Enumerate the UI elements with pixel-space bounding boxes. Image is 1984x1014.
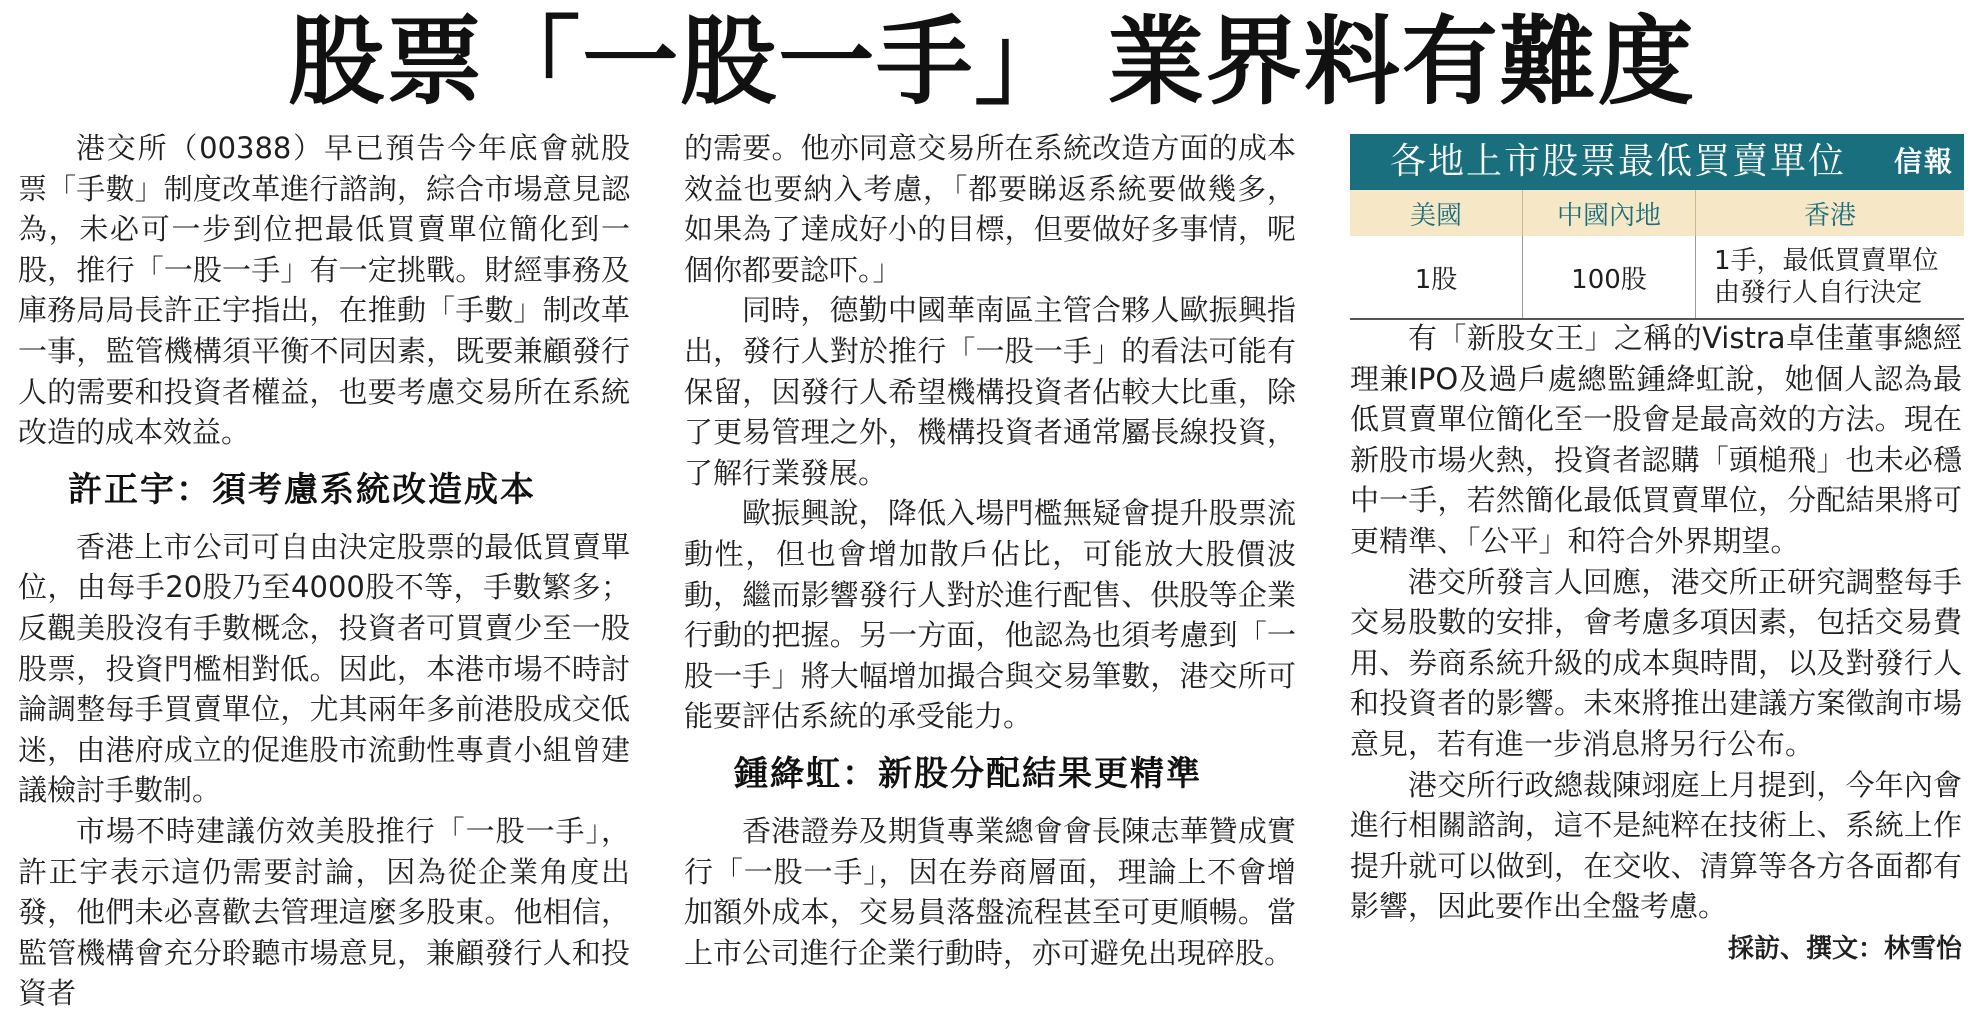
paragraph: 歐振興說，降低入場門檻無疑會提升股票流動性，但也會增加散戶佔比，可能放大股價波動，繼而影響發行人對於進行配售、供股等企業行動的把握。另一方面，他認為也須考慮到「一股一手」將大幅增加撮合與交易筆數，港交所可能要評估系統的承受能力。 xyxy=(684,496,1296,734)
header-us: 美國 xyxy=(1350,190,1523,236)
cell-hk xyxy=(1696,236,1965,319)
header-hk: 香港 xyxy=(1696,190,1965,236)
column-1 xyxy=(18,128,630,1014)
paragraph: 市場不時建議仿效美股推行「一股一手」，許正宇表示這仍需要討論，因為從企業角度出發，他們未必喜歡去管理這麼多股東。他相信，監管機構會充分聆聽市場意見，兼顧發行人和投資者 xyxy=(18,813,630,1011)
min-trading-unit-table xyxy=(1350,190,1964,320)
cell-us: 1股 xyxy=(1350,236,1523,319)
headline: 股票「一股一手」 業界料有難度 xyxy=(288,5,1696,118)
paragraph: 有「新股女王」之稱的Vistra卓佳董事總經理兼IPO及過戶處總監鍾絳虹說，她個人認為最低買賣單位簡化至一股會是最高效的方法。現在新股市場火熱，投資者認購「頭槌飛」也未必穩中一手，若然簡化最低買賣單位，分配結果將可更精準、「公平」和符合外界期望。 xyxy=(1350,321,1962,558)
table-title-text: 各地上市股票最低買賣單位 xyxy=(1390,141,1847,182)
paragraph: 的需要。他亦同意交易所在系統改造方面的成本效益也要納入考慮，「都要睇返系統要做幾多，如果為了達成好小的目標，但要做好多事情，呢個你都要諗吓。」 xyxy=(684,131,1296,287)
table-title xyxy=(1350,134,1964,190)
paragraph: 香港證券及期貨專業總會會長陳志華贊成實行「一股一手」，因在券商層面，理論上不會增加額外成本，交易員落盤流程甚至可更順暢。當上市公司進行企業行動時，亦可避免出現碎股。 xyxy=(684,813,1296,970)
paragraph: 港交所行政總裁陳翊庭上月提到，今年內會進行相關諮詢，這不是純粹在技術上、系統上作提升就可以做到，在交收、清算等各方各面都有影響，因此要作出全盤考慮。 xyxy=(1350,767,1962,924)
byline: 採訪、撰文：林雪怡 xyxy=(1727,933,1962,964)
paragraph: 同時，德勤中國華南區主管合夥人歐振興指出，發行人對於推行「一股一手」的看法可能有保留，因發行人希望機構投資者佔較大比重，除了更易管理之外，機構投資者通常屬長線投資，了解行業發展。 xyxy=(684,293,1296,490)
column-2 xyxy=(684,128,1296,973)
table-header-row xyxy=(1350,190,1964,236)
column-3 xyxy=(1350,318,1962,970)
min-trading-unit-table-box xyxy=(1350,134,1964,320)
subheading: 許正宇：須考慮系統改造成本 xyxy=(68,469,536,510)
table-row xyxy=(1350,236,1964,319)
cell-hk-line1: 1手，最低買賣單位 xyxy=(1714,246,1939,276)
cell-hk-line2: 由發行人自行決定 xyxy=(1714,278,1923,308)
hkej-logo: 信報 xyxy=(1893,145,1954,178)
subheading: 鍾絳虹：新股分配結果更精準 xyxy=(734,753,1202,794)
paragraph: 港交所發言人回應，港交所正研究調整每手交易股數的安排，會考慮多項因素，包括交易費用、券商系統升級的成本與時間，以及對發行人和投資者的影響。未來將推出建議方案徵詢市場意見，若有進一步消息將另行公布。 xyxy=(1350,564,1962,761)
header-mainland: 中國內地 xyxy=(1523,190,1696,236)
cell-mainland: 100股 xyxy=(1523,236,1696,319)
paragraph: 香港上市公司可自由決定股票的最低買賣單位，由每手20股乃至4000股不等，手數繁多；反觀美股沒有手數概念，投資者可買賣少至一股股票，投資門檻相對低。因此，本港市場不時討論調整每手買賣單位，尤其兩年多前港股成交低迷，由港府成立的促進股市流動性專責小組曾建議檢討手數制。 xyxy=(18,529,630,808)
paragraph: 港交所（00388）早已預告今年底會就股票「手數」制度改革進行諮詢，綜合市場意見認為，未必可一步到位把最低買賣單位簡化到一股，推行「一股一手」有一定挑戰。財經事務及庫務局局長許正宇指出，在推動「手數」制改革一事，監管機構須平衡不同因素，既要兼顧發行人的需要和投資者權益，也要考慮交易所在系統改造的成本效益。 xyxy=(18,131,630,450)
